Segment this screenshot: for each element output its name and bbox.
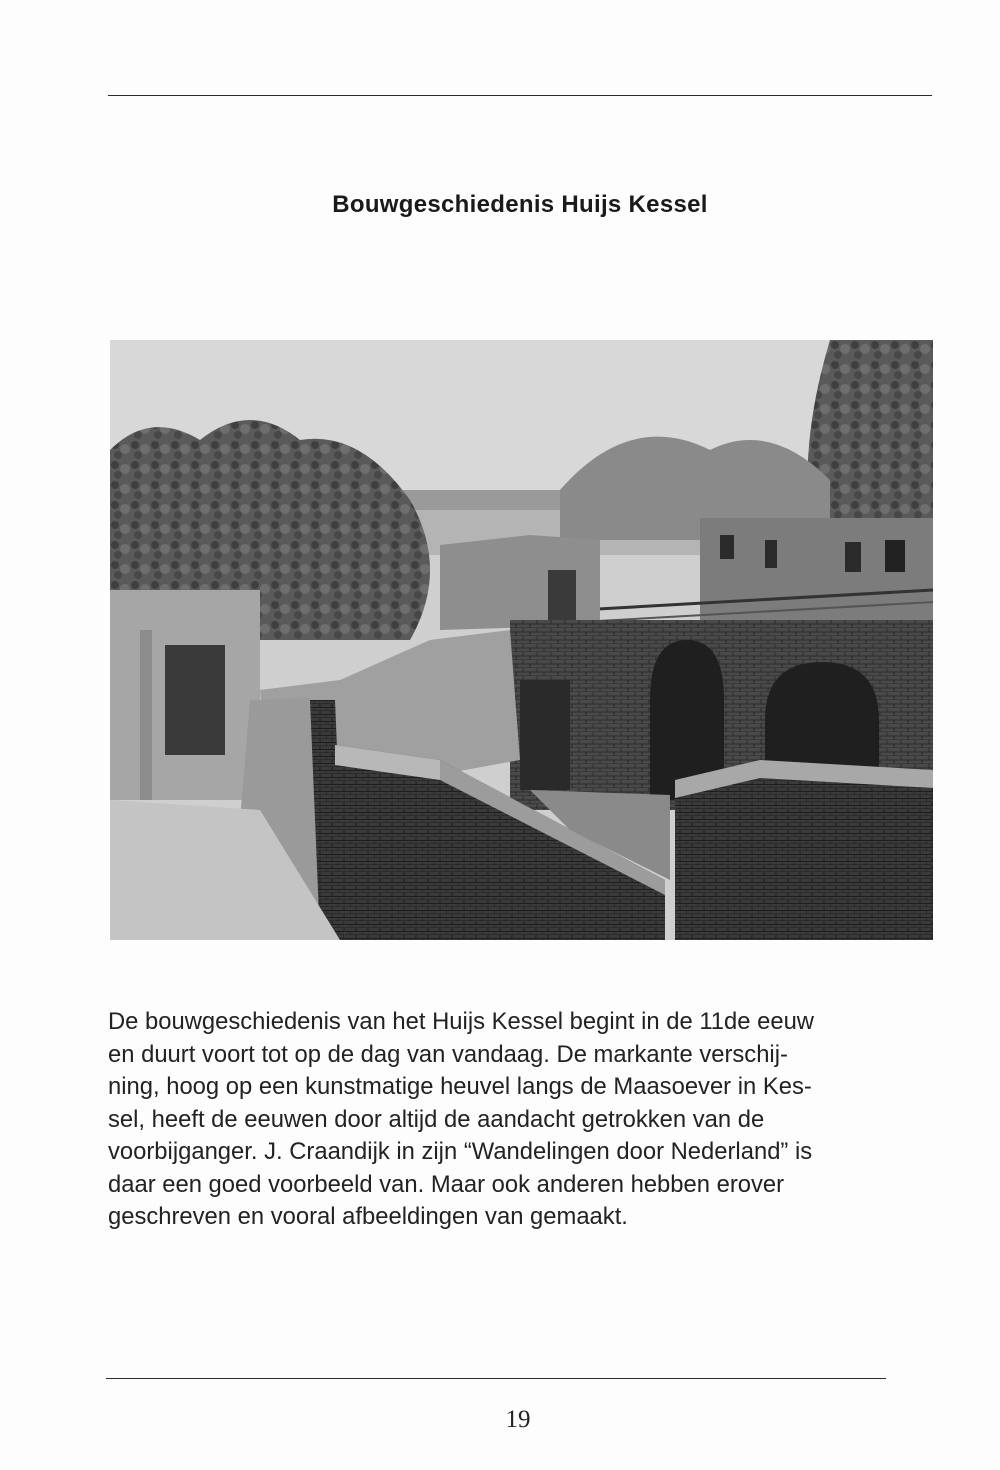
page-number: 19 [505, 1406, 531, 1433]
paragraph-line: sel, heeft de eeuwen door altijd de aandacht getrokken van de [108, 1105, 765, 1133]
paragraph-line: en duurt voort tot op de dag van vandaag. De markante verschij- [108, 1040, 788, 1068]
paragraph-line: voorbijganger. J. Craandijk in zijn “Wandelingen door Nederland” is [108, 1138, 813, 1165]
castle-ruin-photo [110, 340, 933, 940]
paragraph-line: daar een goed voorbeeld van. Maar ook anderen hebben erover [108, 1170, 785, 1198]
body-paragraph [108, 1006, 938, 1234]
top-rule [108, 95, 932, 96]
paragraph-line: ning, hoog op een kunstmatige heuvel langs de Maasoever in Kes- [108, 1073, 812, 1100]
paragraph-line: De bouwgeschiedenis van het Huijs Kessel begint in de 11de eeuw [108, 1008, 814, 1035]
page-title: Bouwgeschiedenis Huijs Kessel [332, 191, 708, 218]
bottom-rule [106, 1378, 886, 1379]
paragraph-line: geschreven en vooral afbeeldingen van gemaakt. [108, 1203, 628, 1230]
